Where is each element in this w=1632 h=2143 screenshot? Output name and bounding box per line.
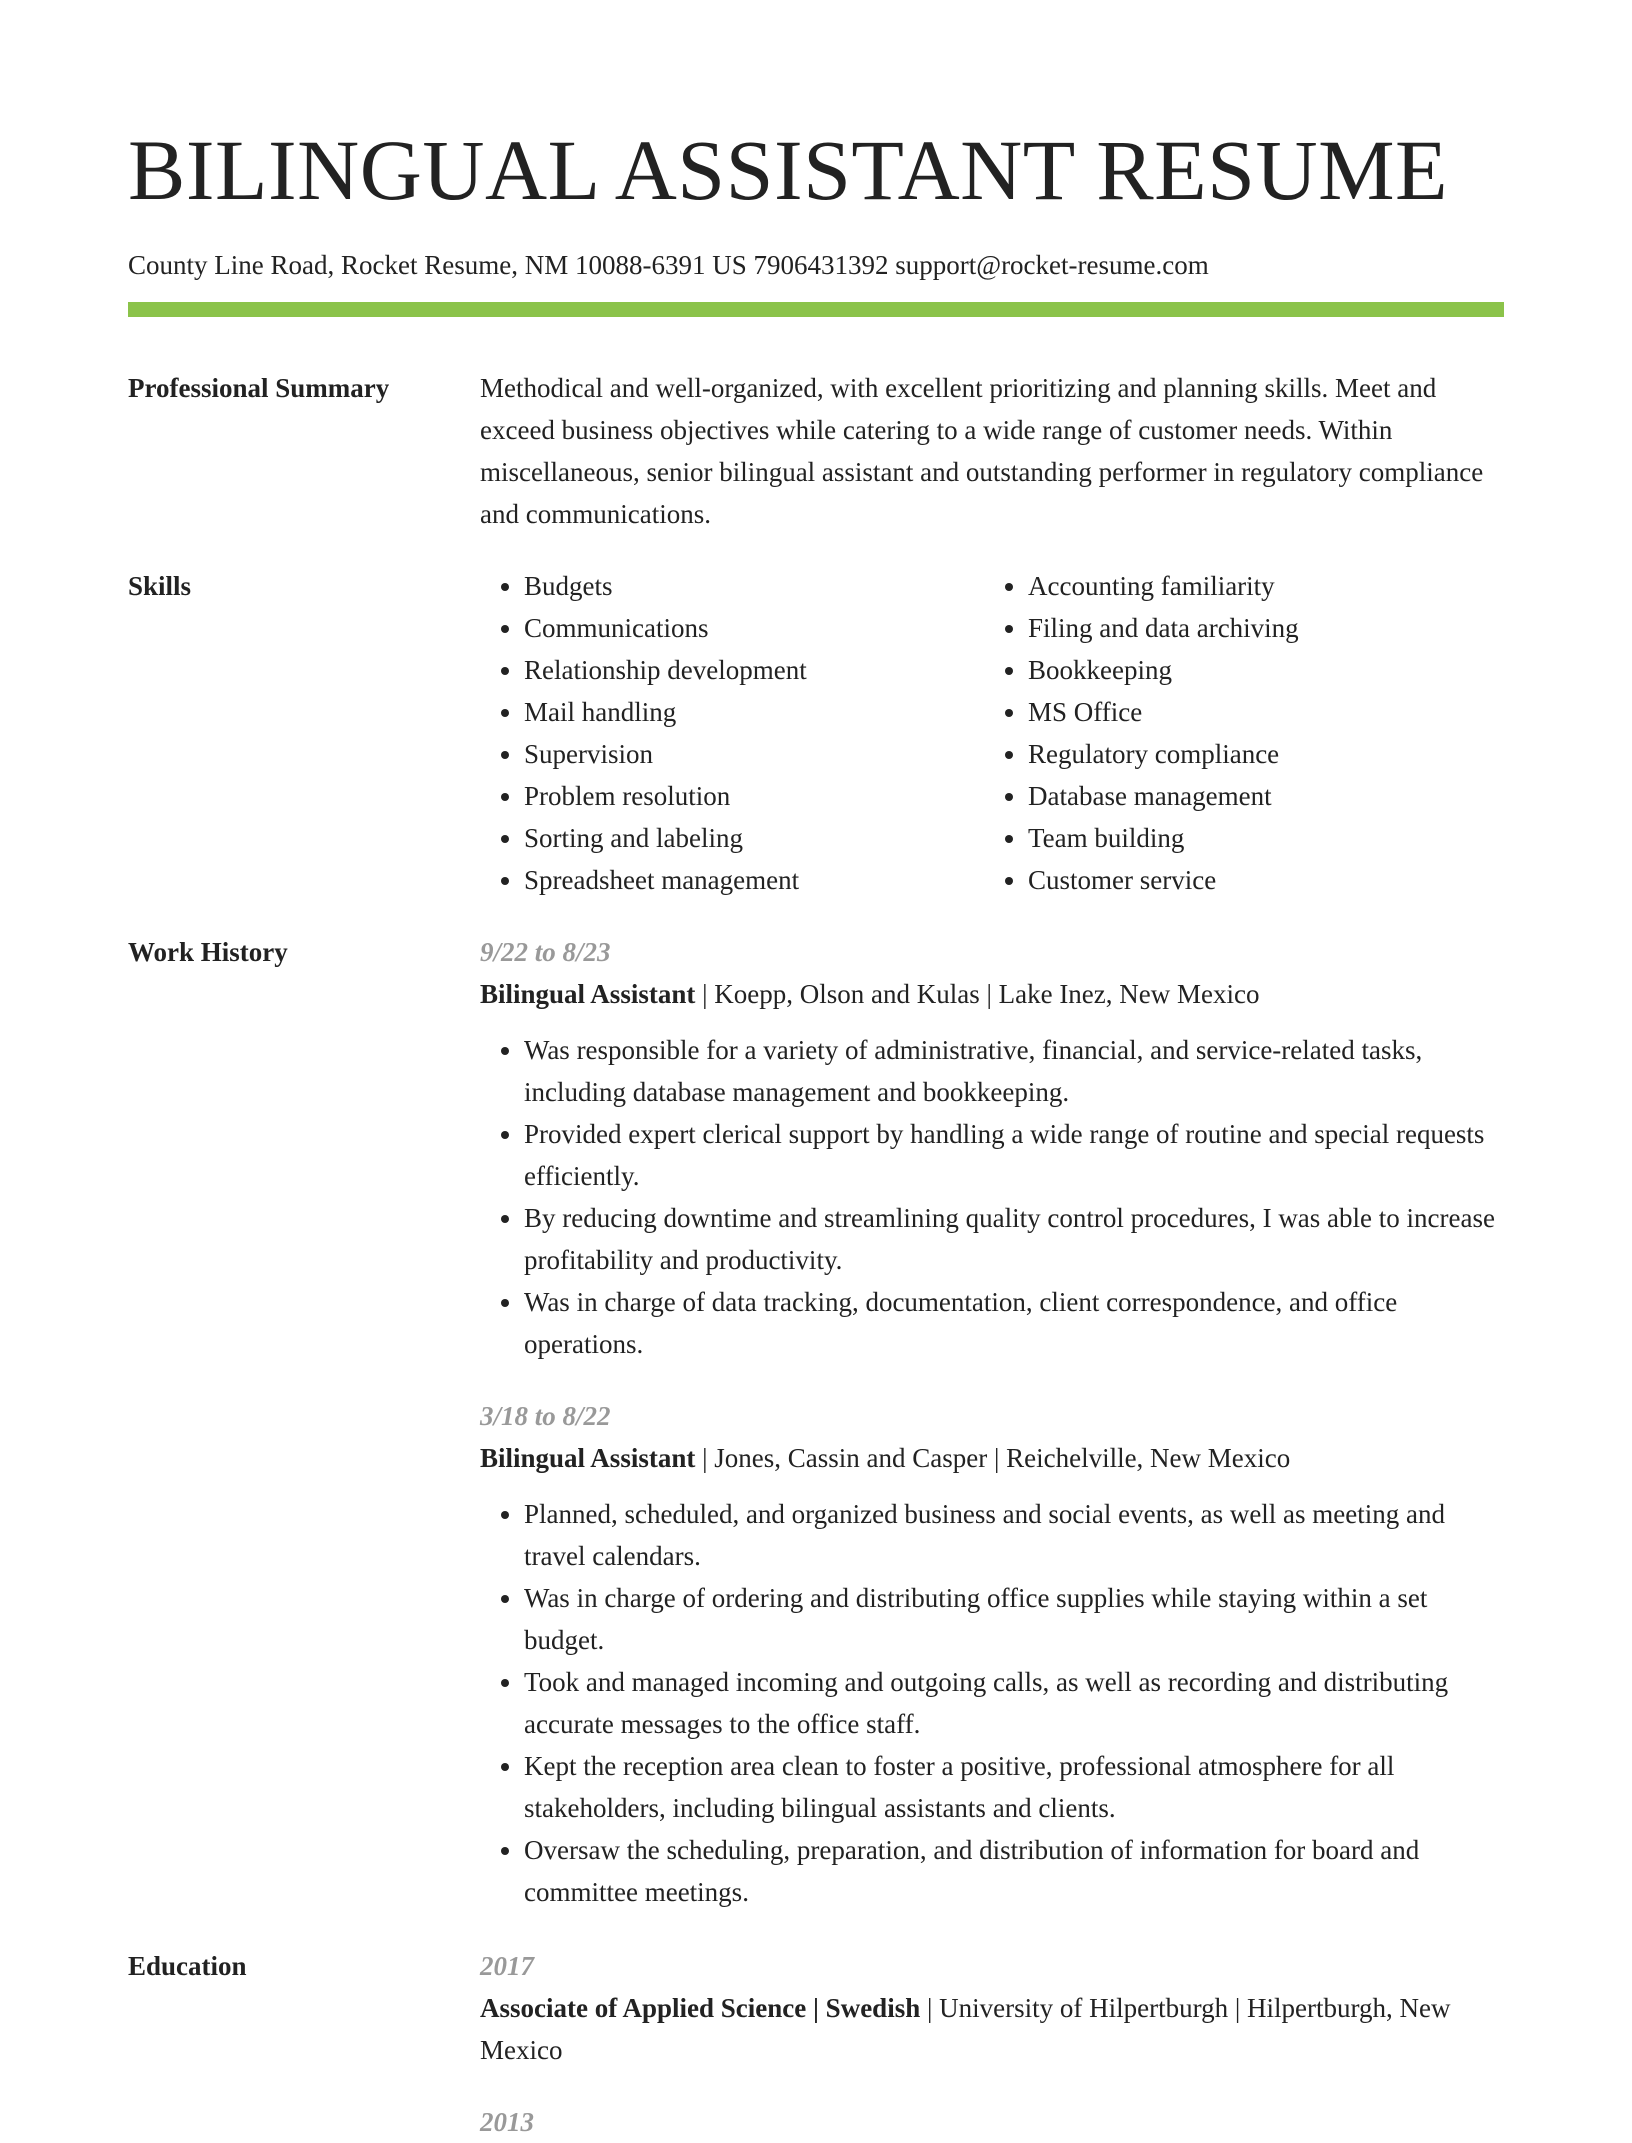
- professional-summary-section: [128, 367, 1504, 535]
- education-year: 2017: [480, 1951, 534, 1981]
- school-location: | University of Hilpertburgh | Hilpertburgh, New Mexico: [480, 1993, 1451, 2065]
- job-dates: 9/22 to 8/23: [480, 937, 611, 967]
- summary-text: Methodical and well-organized, with excellent prioritizing and planning skills. Meet and exceed business objectives while catering to a wide range of customer needs. Within miscellaneous, senior bilingual assistant and outstanding performer in regulatory compliance and communications.: [480, 373, 1484, 529]
- duty-item: • By reducing downtime and streamlining quality control procedures, I was able to increase profitability and productivity.: [524, 1197, 1504, 1281]
- skill-item: • Budgets: [524, 565, 984, 607]
- job-heading: [480, 973, 1504, 1015]
- skill-item: • Relationship development: [524, 649, 984, 691]
- skills-section: [128, 565, 1504, 901]
- duty-item: • Oversaw the scheduling, preparation, and distribution of information for board and committee meetings.: [524, 1829, 1504, 1913]
- skill-item: • Mail handling: [524, 691, 984, 733]
- skills-column-left: [480, 565, 984, 901]
- header-divider: [128, 302, 1504, 317]
- job-duties: [480, 1493, 1504, 1913]
- skill-item: • Customer service: [1028, 859, 1488, 901]
- section-label: Professional Summary: [128, 373, 390, 403]
- skill-item: • Accounting familiarity: [1028, 565, 1488, 607]
- contact-line: County Line Road, Rocket Resume, NM 10088-6391 US 7906431392 support@rocket-resume.com: [128, 250, 1209, 280]
- job-heading: [480, 1437, 1504, 1479]
- work-history-section: [128, 931, 1504, 1913]
- education-section: [128, 1945, 1504, 2143]
- skill-item: • Database management: [1028, 775, 1488, 817]
- skill-item: • Spreadsheet management: [524, 859, 984, 901]
- skill-item: • MS Office: [1028, 691, 1488, 733]
- duty-item: • Was responsible for a variety of administrative, financial, and service-related tasks, including database management and bookkeeping.: [524, 1029, 1504, 1113]
- education-entry: [480, 1945, 1504, 2071]
- job-employer-location: | Koepp, Olson and Kulas | Lake Inez, New Mexico: [695, 979, 1260, 1009]
- resume-title: BILINGUAL ASSISTANT RESUME: [128, 122, 1449, 218]
- job-title: Bilingual Assistant: [480, 1443, 696, 1473]
- duty-item: • Provided expert clerical support by handling a wide range of routine and special requests efficiently.: [524, 1113, 1504, 1197]
- resume-page: [128, 0, 1504, 2143]
- job-employer-location: | Jones, Cassin and Casper | Reichelville, New Mexico: [695, 1443, 1291, 1473]
- job-duties: [480, 1029, 1504, 1365]
- skill-item: • Filing and data archiving: [1028, 607, 1488, 649]
- skill-item: • Regulatory compliance: [1028, 733, 1488, 775]
- job-entry: [480, 1395, 1504, 1913]
- duty-item: • Was in charge of data tracking, documentation, client correspondence, and office operations.: [524, 1281, 1504, 1365]
- skill-item: • Problem resolution: [524, 775, 984, 817]
- job-entry: [480, 931, 1504, 1365]
- skills-column-right: [984, 565, 1488, 901]
- skills-grid: [480, 565, 1504, 901]
- duty-item: • Kept the reception area clean to foster a positive, professional atmosphere for all stakeholders, including bilingual assistants and clients.: [524, 1745, 1504, 1829]
- skill-item: • Team building: [1028, 817, 1488, 859]
- education-year: 2013: [480, 2107, 534, 2137]
- duty-item: • Planned, scheduled, and organized business and social events, as well as meeting and travel calendars.: [524, 1493, 1504, 1577]
- education-heading: [480, 1987, 1504, 2071]
- job-dates: 3/18 to 8/22: [480, 1401, 611, 1431]
- education-entry: [480, 2101, 1504, 2143]
- section-label: Education: [128, 1951, 247, 1981]
- skill-item: • Communications: [524, 607, 984, 649]
- section-label: Skills: [128, 571, 192, 601]
- skill-item: • Sorting and labeling: [524, 817, 984, 859]
- section-label: Work History: [128, 937, 288, 967]
- job-title: Bilingual Assistant: [480, 979, 696, 1009]
- skill-item: • Bookkeeping: [1028, 649, 1488, 691]
- skill-item: • Supervision: [524, 733, 984, 775]
- degree-title: Associate of Applied Science | Swedish: [480, 1993, 921, 2023]
- duty-item: • Was in charge of ordering and distributing office supplies while staying within a set budget.: [524, 1577, 1504, 1661]
- duty-item: • Took and managed incoming and outgoing calls, as well as recording and distributing accurate messages to the office staff.: [524, 1661, 1504, 1745]
